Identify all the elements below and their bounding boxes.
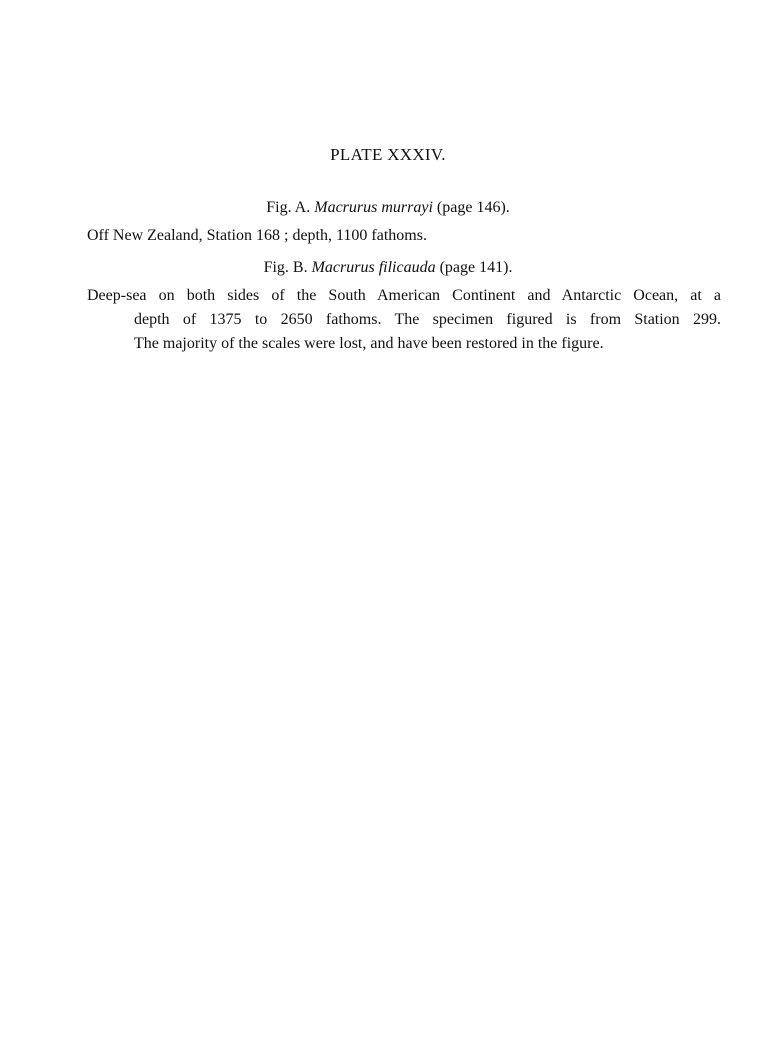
figure-b-heading [0, 259, 776, 277]
figure-b-caption-line-3: The majority of the scales were lost, and have been restored in the figure. [134, 335, 604, 352]
figure-a-heading [0, 199, 776, 217]
figure-b-caption-line-1: Deep-sea on both sides of the South American Continent and Antarctic Ocean, at a [87, 287, 721, 304]
figure-b-caption-line-2: depth of 1375 to 2650 fathoms. The specimen figured is from Station 299. [134, 311, 721, 328]
figure-b-species: Macrurus filicauda [311, 259, 436, 276]
figure-b-label: Fig. B. [263, 259, 308, 276]
figure-b-page-ref: (page 141). [439, 259, 513, 276]
figure-a-caption: Off New Zealand, Station 168 ; depth, 1100 fathoms. [87, 227, 427, 244]
figure-a-label: Fig. A. [266, 199, 311, 216]
figure-a-page-ref: (page 146). [436, 199, 510, 216]
plate-title: PLATE XXXIV. [330, 145, 446, 164]
figure-a-species: Macrurus murrayi [314, 199, 433, 216]
